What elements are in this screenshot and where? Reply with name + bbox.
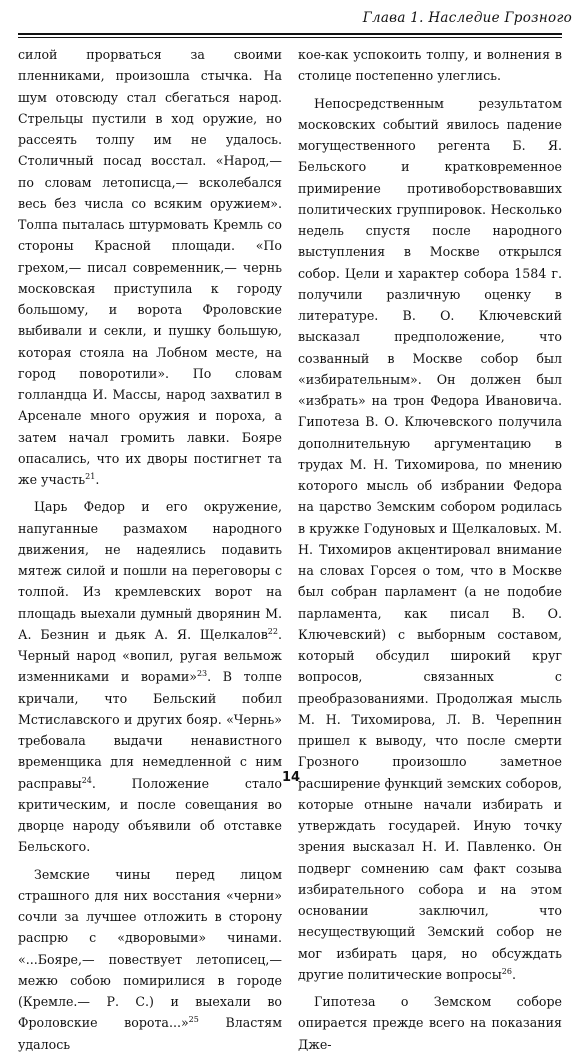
footnote-marker: 22 [267,626,278,636]
text-run: силой прорваться за своими пленниками, произошла стычка. На шум отовсюду стал сбегаться народ. Стрельцы пустили в ход оружие, но рассеять толпу им не удалось. Столичный посад восстал. «Народ,— по словам летописца,— всколебался весь без числа со всяким оружием». Толпа пыталась штурмовать Кремль со стороны Красной площади. «По грехом,— писал современник,— чернь московская приступила к городу большому, и ворота Фроловские выбивали и секли, и пушку большую, которая стояла на Лобном месте, на город поворотили». По словам голландца И. Массы, народ захватил в Арсенале много оружия и пороха, а затем начал громить лавки. Бояре опасались, что их дворы постигнет та же участь [18,47,282,487]
text-run: кое-как успокоить толпу, и волнения в столице постепенно улеглись. [298,47,562,84]
footnote-marker: 26 [501,966,512,976]
text-run: Гипотеза о Земском соборе опирается прежде всего на показания Дже- [298,994,562,1052]
text-run: Царь Федор и его окружение, напуганные размахом народного движения, не надеялись подавить мятеж силой и пошли на переговоры с толпой. Из кремлевских ворот на площадь выехали думный дворянин М. А. Безнин и дьяк А. Я. Щелкалов [18,499,282,642]
paragraph [18,864,282,1055]
paragraph [298,991,562,1055]
footnote-marker: 21 [85,471,96,481]
footnote-marker: 24 [81,775,92,785]
text-run: Властям удалось [18,1015,282,1052]
right-column [298,44,562,1055]
text-run: . [95,472,100,487]
text-run: . В толпе кричали, что Бельский побил Мстиславского и других бояр. «Чернь» требовала выдачи ненавистного временщика для немедленной с ним расправы [18,669,282,791]
text-run: . [511,966,516,982]
text-run: Земские чины перед лицом страшного для них восстания «черни» сочли за лучшее отложить в сторону распрю с «дворовыми» чинами. «...Бояре,— повествует летописец,— межю собою помирилися в городе (Кремле.— Р. С.) и выехали во Фроловские ворота...» [18,866,282,1031]
header-rule-thin [18,37,562,38]
footnote-marker: 23 [196,669,208,679]
page-number: 14 [281,770,301,785]
paragraph [298,93,562,986]
footnote-marker: 25 [188,1015,199,1025]
text-run: . Черный народ «вопил, ругая вельмож изменниками и ворами» [18,626,282,685]
paragraph [18,44,282,490]
text-run: Непосредственным результатом московских событий явилось падение могущественного регента Б. Я. Бельского и кратковременное примирение противоборствовавших политических группировок. Несколько недель спустя после народного выступления в Москве открылся собор. Цели и характер собора 1584 г. получили различную оценку в литературе. В. О. Ключевский высказал предположение, что созванный в Москве собор был «избирательным». Он должен был «избрать» на трон Федора Ивановича. Гипотеза В. О. Ключевского получила дополнительную аргументацию в трудах М. Н. Тихомирова, по мнению которого мысль об избрании Федора на царство Земским собором родилась в кружке Годуновых и Щелкаловых. М. Н. Тихомиров акцентировал внимание на словах Горсея о том, что в Москве был собран парламент (а не подобие парламента, как писал В. О. Ключевский) с выборным составом, который обсудил широкий круг вопросов, связанных с преобразованиями. Продолжая мысль М. Н. Тихомирова, Л. В. Черепнин пришел к выводу, что после смерти Грозного произошло заметное расширение функций земских соборов, которые отныне начали избирать и утверждать государей. Иную точку зрения высказал Н. И. Павленко. Он подверг сомнению сам факт созыва избирательного собора и на этом основании заключил, что несуществующий Земский собор не мог избирать царя, но обсуждать другие политические вопросы [298,95,562,982]
paragraph [18,496,282,857]
left-column [18,44,282,1055]
paragraph [298,44,562,87]
header-rule-thick [18,33,562,35]
running-header: Глава 1. Наследие Грозного [362,10,572,26]
text-run: . Положение стало критическим, и после совещания во дворце народу объявили об отставке Бельского. [18,775,282,855]
